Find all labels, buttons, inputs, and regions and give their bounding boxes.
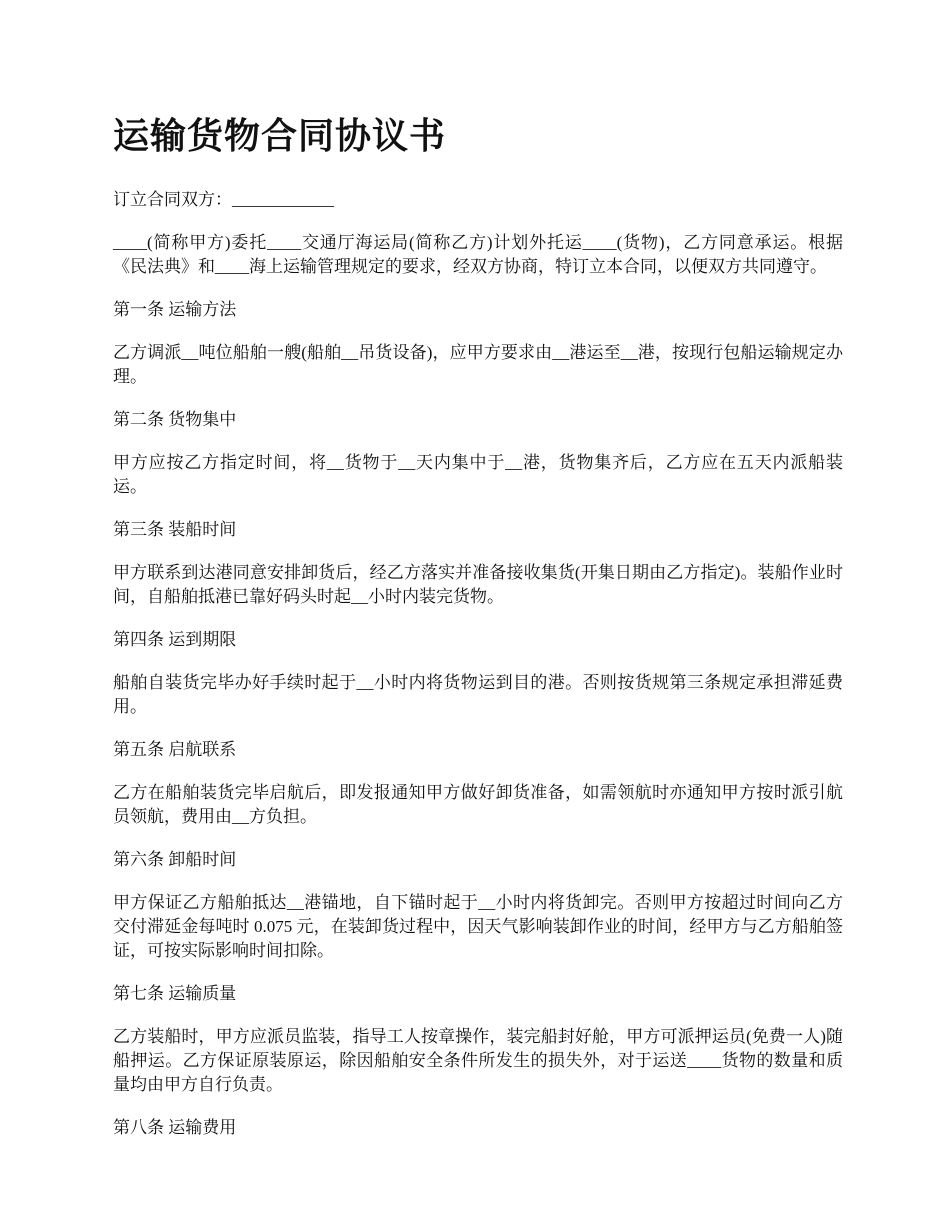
- document-page: [113, 112, 843, 1159]
- article-1-heading: 第一条 运输方法: [113, 300, 237, 319]
- preamble-paragraph: ____(简称甲方)委托____交通厅海运局(简称乙方)计划外托运____(货物)，乙方同意承运。根据《民法典》和____海上运输管理规定的要求，经双方协商，特订立本合同，以便双方共同遵守。: [113, 233, 843, 276]
- article-2-body: 甲方应按乙方指定时间，将__货物于__天内集中于__港，货物集齐后，乙方应在五天内派船装运。: [113, 453, 843, 496]
- parties-line: 订立合同双方：____________: [113, 190, 334, 209]
- article-2-heading: 第二条 货物集中: [113, 410, 237, 429]
- article-4-body: 船舶自装货完毕办好手续时起于__小时内将货物运到目的港。否则按货规第三条规定承担滞延费用。: [113, 673, 843, 716]
- article-8-heading: 第八条 运输费用: [113, 1118, 237, 1137]
- article-3-body: 甲方联系到达港同意安排卸货后，经乙方落实并准备接收集货(开集日期由乙方指定)。装船作业时间，自船舶抵港已靠好码头时起__小时内装完货物。: [113, 563, 843, 606]
- article-1-body: 乙方调派__吨位船舶一艘(船舶__吊货设备)，应甲方要求由__港运至__港，按现行包船运输规定办理。: [113, 343, 843, 386]
- document-title: 运输货物合同协议书: [113, 116, 447, 156]
- article-3-heading: 第三条 装船时间: [113, 520, 237, 539]
- article-7-heading: 第七条 运输质量: [113, 984, 237, 1003]
- article-6-body: 甲方保证乙方船舶抵达__港锚地，自下锚时起于__小时内将货卸完。否则甲方按超过时间向乙方交付滞延金每吨时 0.075 元，在装卸货过程中，因天气影响装卸作业的时间，经甲方与乙方船舶签证，可按实际影响时间扣除。: [113, 893, 843, 960]
- article-5-body: 乙方在船舶装货完毕启航后，即发报通知甲方做好卸货准备，如需领航时亦通知甲方按时派引航员领航，费用由__方负担。: [113, 783, 843, 826]
- article-5-heading: 第五条 启航联系: [113, 740, 237, 759]
- article-7-body: 乙方装船时，甲方应派员监装，指导工人按章操作，装完船封好舱，甲方可派押运员(免费一人)随船押运。乙方保证原装原运，除因船舶安全条件所发生的损失外，对于运送____货物的数量和质量均由甲方自行负责。: [113, 1027, 843, 1094]
- article-6-heading: 第六条 卸船时间: [113, 850, 237, 869]
- article-4-heading: 第四条 运到期限: [113, 630, 237, 649]
